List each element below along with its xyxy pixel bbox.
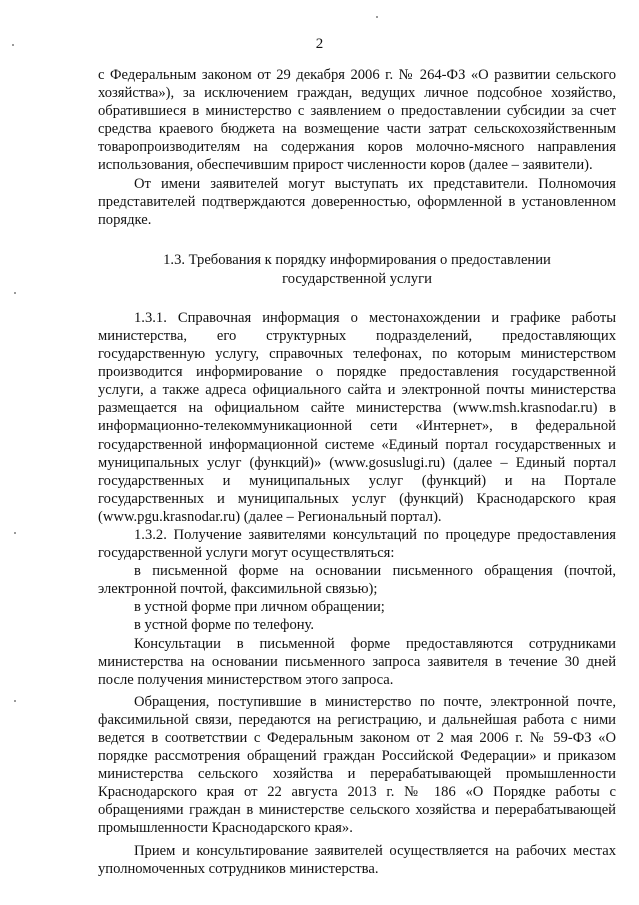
page-number: 2 xyxy=(315,36,324,52)
paragraph-written-consultations: Консультации в письменной форме предоставляются сотрудниками министерства на основании письменного запроса заявителя в течение 30 дней после получения министерством этого запроса. xyxy=(98,635,616,688)
list-item-oral-personal: в устной форме при личном обращении; xyxy=(134,599,385,616)
scan-mark xyxy=(376,16,378,18)
paragraph-representatives: От имени заявителей могут выступать их представители. Полномочия представителей подтверждаются доверенностью, оформленной в установленном порядке. xyxy=(98,175,616,228)
scan-mark xyxy=(14,532,16,534)
document-body xyxy=(98,66,616,878)
paragraph-appeals: Обращения, поступившие в министерство по почте, электронной почте, факсимильной связи, передаются на регистрацию, и дальнейшая работа с ними ведется в соответствии с Федеральным законом от 2 мая 2006 г. № 59-ФЗ «О порядке рассмотрения обращений граждан Российской Федерации» и приказом министерства сельского хозяйства и перерабатывающей промышленности Краснодарского края от 22 августа 2013 г. № 186 «О Порядке работы с обращениями граждан в министерстве сельского хозяйства и перерабатывающей промышленности Краснодарского края». xyxy=(98,693,616,837)
section-heading-line-1: 1.3. Требования к порядку информирования о предоставлении xyxy=(163,251,551,268)
paragraph-1-3-1: 1.3.1. Справочная информация о местонахождении и графике работы министерства, его структурных подразделений, предоставляющих государственную услугу, справочных телефонах, по которым министерством производится информирование о порядке предоставления государственной услуги, а также адреса официального сайта и электронной почты министерства размещается на официальном сайте министерства (www.msh.krasnodar.ru) в информационно-телекоммуникационной сети «Интернет», в федеральной государственной информационной системе «Единый портал государственных и муниципальных услуг (функций)» (www.gosuslugi.ru) (далее – Единый портал государственных и муниципальных услуг (функций) и на Портале государственных и муниципальных услуг (функций) Краснодарского края (www.pgu.krasnodar.ru) (далее – Региональный портал). xyxy=(98,309,616,525)
section-heading xyxy=(98,251,616,289)
scan-mark xyxy=(14,292,16,294)
paragraph-reception: Прием и консультирование заявителей осуществляется на рабочих местах уполномоченных сотрудников министерства. xyxy=(98,842,616,877)
list-item-written-form: в письменной форме на основании письменного обращения (почтой, электронной почтой, факсимильной связью); xyxy=(98,563,616,598)
paragraph-1-3-2: 1.3.2. Получение заявителями консультаций по процедуре предоставления государственной услуги могут осуществляться: xyxy=(98,526,616,562)
list-item-oral-phone: в устной форме по телефону. xyxy=(134,617,315,634)
paragraph-applicants-continuation: с Федеральным законом от 29 декабря 2006 г. № 264-ФЗ «О развитии сельского хозяйства»), за исключением граждан, ведущих личное подсобное хозяйство, обратившиеся в министерство с заявлением о предоставлении субсидии за счет средства краевого бюджета на возмещение части затрат сельскохозяйственным товаропроизводителям на содержания коров молочно-мясного направления использования, обеспечившим прирост численности коров (далее – заявители). xyxy=(98,67,616,174)
section-heading-line-2: государственной услуги xyxy=(282,270,432,287)
scan-mark xyxy=(14,700,16,702)
